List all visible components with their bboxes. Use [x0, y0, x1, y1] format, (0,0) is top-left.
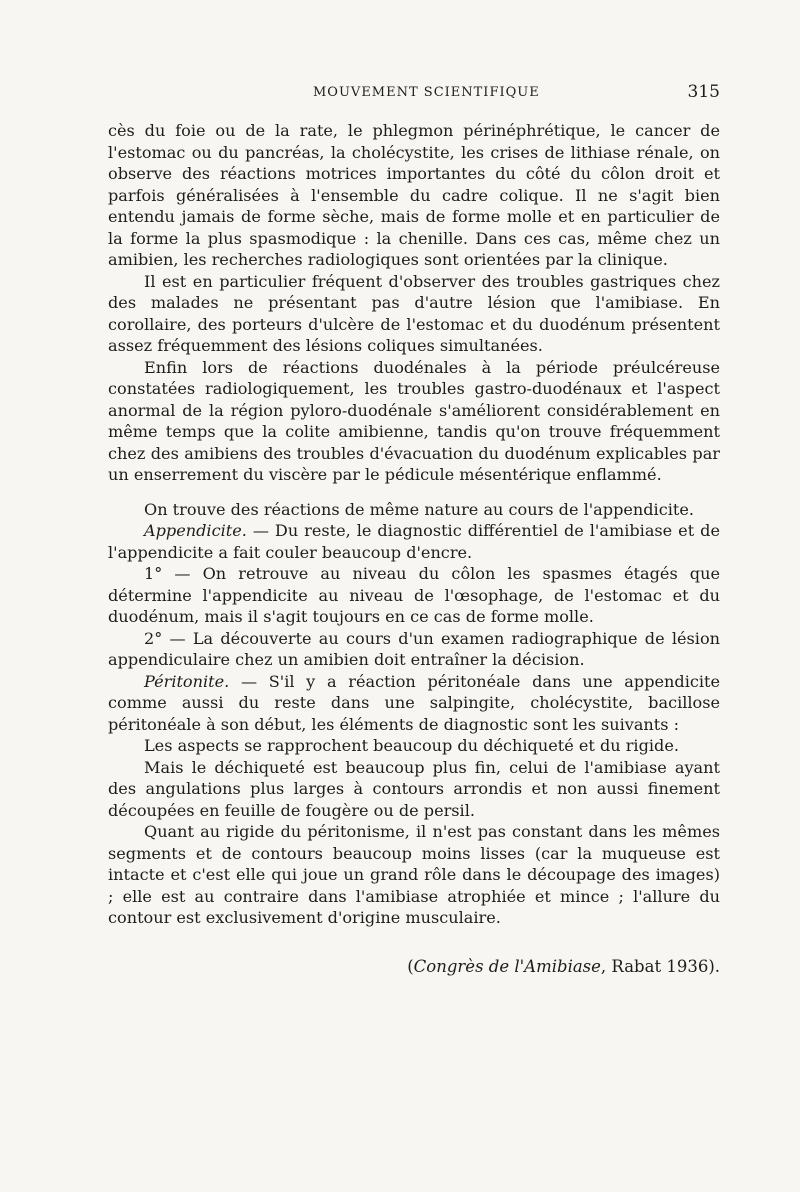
section-label-appendicite: Appendicite. [144, 521, 247, 540]
source-citation [108, 957, 720, 976]
section-label-peritonite: Péritonite. [144, 671, 230, 691]
paragraph-10: Mais le déchiqueté est beaucoup plus fin, celui de l'amibiase ayant des angulations plus larges à contours arrondis et non aussi finement découpées en feuille de fougère ou de persil. [108, 757, 720, 820]
paragraph-appendicite [108, 520, 720, 563]
page-header [108, 82, 720, 104]
running-head: MOUVEMENT SCIENTIFIQUE [313, 85, 540, 100]
citation-title: Congrès de l'Amibiase [413, 957, 601, 976]
paragraph-6: 1° — On retrouve au niveau du côlon les spasmes étagés que détermine l'appendicite au niveau de l'œsophage, de l'estomac et du duodénum, mais il s'agit toujours en ce cas de forme molle. [108, 564, 720, 626]
paragraph-7: 2° — La découverte au cours d'un examen radiographique de lésion appendiculaire chez un amibien doit entraîner la décision. [108, 628, 720, 669]
paragraph-peritonite [108, 671, 720, 736]
citation-rest: , Rabat 1936). [600, 957, 720, 976]
paragraph-5-text: — Du reste, le diagnostic différentiel de l'amibiase et de l'appendicite a fait couler beaucoup d'encre. [108, 521, 720, 562]
paragraph-3: Enfin lors de réactions duodénales à la période préulcéreuse constatées radiologiquement, les troubles gastro-duodénaux et l'aspect anormal de la région pyloro-duodénale s'améliorent considérablement en même temps que la colite amibienne, tandis qu'on trouve fréquemment chez des amibiens des troubles d'évacuation du duodénum explicables par un enserrement du viscère par le pédicule mésentérique enflammé. [108, 357, 720, 484]
paragraph-11: Quant au rigide du péritonisme, il n'est pas constant dans les mêmes segments et de contours beaucoup moins lisses (car la muqueuse est intacte et c'est elle qui joue un grand rôle dans le découpage des images) ; elle est au contraire dans l'amibiase atrophiée et mince ; l'allure du contour est exclusivement d'origine musculaire. [108, 822, 720, 927]
paragraph-8-text: — S'il y a réaction péritonéale dans une appendicite comme aussi du reste dans une salpingite, cholécystite, bacillose péritonéale à son début, les éléments de diagnostic sont les suivants : [108, 671, 720, 734]
paragraph-4: On trouve des réactions de même nature au cours de l'appendicite. [144, 499, 694, 519]
paragraph-2: Il est en particulier fréquent d'observer des troubles gastriques chez des malades ne présentant pas d'autre lésion que l'amibiase. En corollaire, des porteurs d'ulcère de l'estomac et du duodénum présentent assez fréquemment des lésions coliques simultanées. [108, 271, 720, 355]
citation-open: ( [407, 957, 414, 976]
paragraph-1: cès du foie ou de la rate, le phlegmon périnéphrétique, le cancer de l'estomac ou du pancréas, la cholécystite, les crises de lithiase rénale, on observe des réactions motrices importantes du côté du côlon droit et parfois généralisées à l'ensemble du cadre colique. Il ne s'agit bien entendu jamais de forme sèche, mais de forme molle et en particulier de la forme la plus spasmodique : la chenille. Dans ces cas, même chez un amibien, les recherches radiologiques sont orientées par la clinique. [108, 121, 720, 269]
page-number: 315 [687, 82, 720, 102]
body-text [108, 120, 720, 929]
paragraph-9: Les aspects se rapprochent beaucoup du déchiqueté et du rigide. [144, 736, 679, 755]
